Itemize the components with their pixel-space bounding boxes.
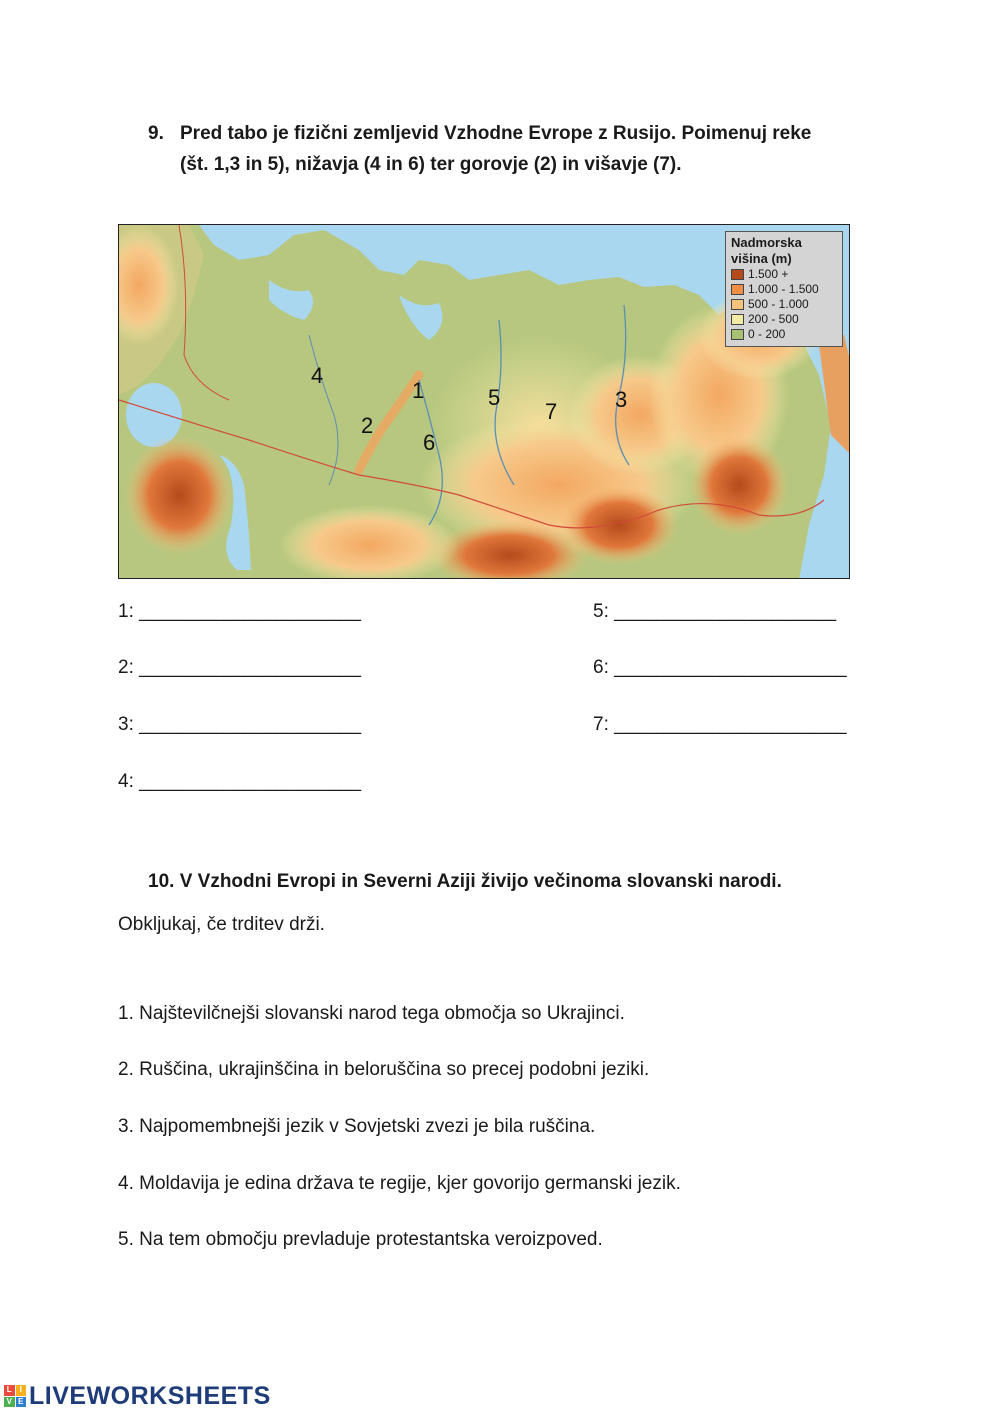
answer-label: 7:	[593, 714, 609, 735]
answer-blank[interactable]: _____________________	[139, 714, 362, 735]
answer-line-4[interactable]	[118, 768, 361, 796]
answer-blank[interactable]: ______________________	[614, 657, 847, 678]
answer-line-2[interactable]	[118, 654, 361, 682]
answer-label: 6:	[593, 657, 609, 678]
legend-label: 1.500 +	[748, 267, 789, 281]
legend-row	[731, 267, 837, 282]
statement-2[interactable]: 2. Ruščina, ukrajinščina in beloruščina so precej podobni jeziki.	[118, 1059, 650, 1080]
answer-blank[interactable]: _____________________	[139, 601, 362, 622]
legend-row	[731, 327, 837, 342]
map-label-3: 3	[615, 387, 628, 412]
answer-label: 2:	[118, 657, 134, 678]
legend-label: 200 - 500	[748, 312, 799, 326]
question-9-number: 9.	[148, 123, 164, 144]
statement-3[interactable]: 3. Najpomembnejši jezik v Sovjetski zvezi je bila ruščina.	[118, 1116, 596, 1137]
answer-line-3[interactable]	[118, 711, 361, 739]
answer-label: 1:	[118, 601, 134, 622]
logo-cell: V	[4, 1397, 15, 1408]
logo-cell: I	[16, 1385, 27, 1396]
legend-title-line1: Nadmorska	[731, 235, 802, 250]
physical-map	[118, 224, 850, 579]
answer-line-5[interactable]	[593, 598, 836, 626]
liveworksheets-logo-icon	[4, 1385, 26, 1407]
answer-blank[interactable]: _____________________	[139, 657, 362, 678]
question-10-heading: 10. V Vzhodni Evropi in Severni Aziji živijo večinoma slovanski narodi.	[148, 871, 782, 892]
map-label-7: 7	[545, 399, 558, 424]
answer-label: 3:	[118, 714, 134, 735]
logo-cell: E	[16, 1397, 27, 1408]
legend-swatch	[731, 269, 744, 280]
answer-blank[interactable]: _____________________	[614, 601, 837, 622]
legend-swatch	[731, 314, 744, 325]
statement-5[interactable]: 5. Na tem območju prevladuje protestantska veroizpoved.	[118, 1229, 603, 1250]
answer-line-7[interactable]	[593, 711, 847, 739]
answer-line-6[interactable]	[593, 654, 847, 682]
legend-swatch	[731, 299, 744, 310]
brand-name: LIVEWORKSHEETS	[29, 1381, 271, 1410]
question-9-heading	[148, 118, 888, 180]
footer-brand	[4, 1378, 271, 1414]
answer-blank[interactable]: _____________________	[139, 771, 362, 792]
legend-row	[731, 282, 837, 297]
question-10-instruction: Obkljukaj, če trditev drži.	[118, 914, 325, 935]
statement-1[interactable]: 1. Najštevilčnejši slovanski narod tega območja so Ukrajinci.	[118, 1003, 625, 1024]
legend-row	[731, 312, 837, 327]
legend-swatch	[731, 284, 744, 295]
question-9-text-line2: (št. 1,3 in 5), nižavja (4 in 6) ter gorovje (2) in višavje (7).	[180, 154, 682, 175]
legend-swatch	[731, 329, 744, 340]
map-legend	[725, 231, 843, 347]
legend-label: 500 - 1.000	[748, 297, 809, 311]
answer-line-1[interactable]	[118, 598, 361, 626]
legend-row	[731, 297, 837, 312]
answer-blank[interactable]: ______________________	[614, 714, 847, 735]
map-label-5: 5	[488, 385, 501, 410]
statement-4[interactable]: 4. Moldavija je edina država te regije, kjer govorijo germanski jezik.	[118, 1173, 681, 1194]
legend-label: 0 - 200	[748, 327, 786, 341]
map-label-4: 4	[311, 363, 324, 388]
logo-cell: L	[4, 1385, 15, 1396]
map-label-2: 2	[361, 413, 374, 438]
question-9-text-line1: Pred tabo je fizični zemljevid Vzhodne Evrope z Rusijo. Poimenuj reke	[180, 123, 812, 144]
legend-title-line2: višina (m)	[731, 251, 792, 266]
answer-label: 4:	[118, 771, 134, 792]
answer-label: 5:	[593, 601, 609, 622]
map-label-6: 6	[423, 430, 436, 455]
map-label-1: 1	[412, 378, 425, 403]
legend-label: 1.000 - 1.500	[748, 282, 819, 296]
